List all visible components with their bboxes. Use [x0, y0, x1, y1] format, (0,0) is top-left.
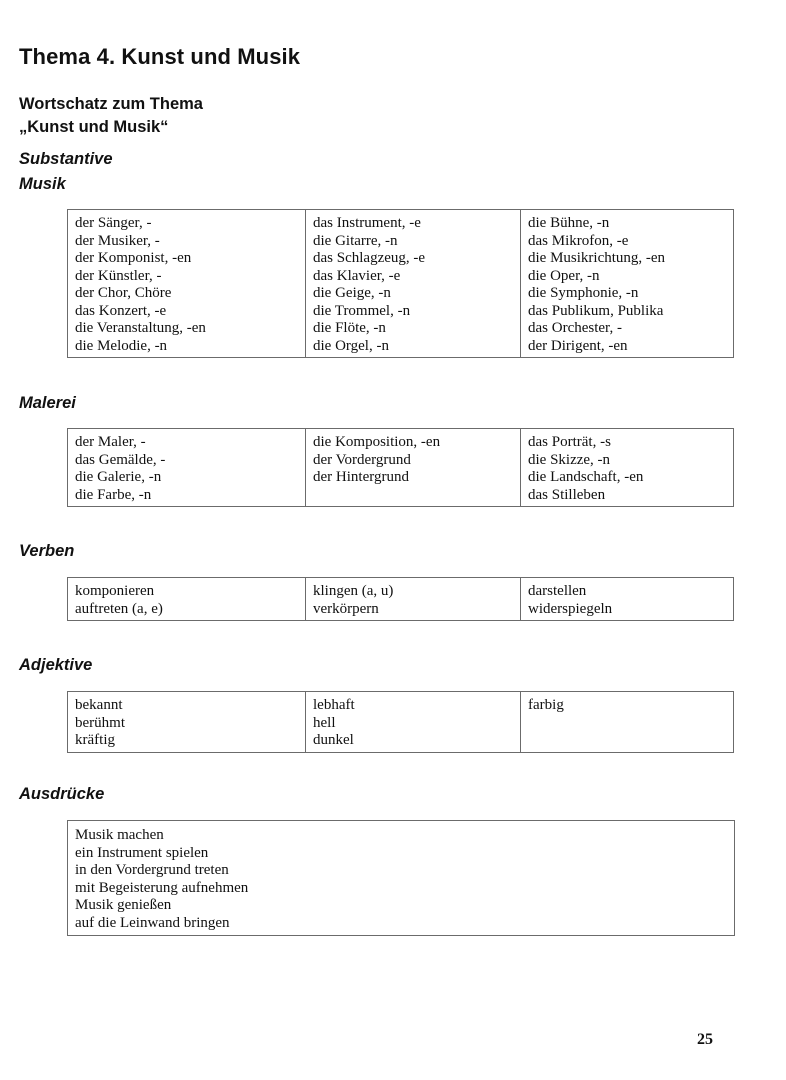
table-row	[68, 692, 734, 753]
vocab-item: hell	[313, 714, 336, 731]
vocab-item: farbig	[528, 697, 564, 713]
vocab-item: widerspiegeln	[528, 600, 613, 617]
vocab-item: die Farbe, -n	[75, 486, 152, 503]
vocab-item: das Instrument, -e	[313, 215, 421, 231]
expression-item: Musik genießen	[75, 897, 172, 913]
vocab-item: das Mikrofon, -e	[528, 232, 629, 249]
vocab-item: klingen (a, u)	[313, 583, 394, 599]
vocab-column-3	[521, 578, 734, 621]
section-heading-verben: Verben	[19, 542, 75, 560]
vocab-item: auftreten (a, e)	[75, 600, 163, 617]
vocab-item: die Oper, -n	[528, 267, 600, 284]
vocab-column-2	[306, 692, 521, 753]
vocab-item: das Konzert, -e	[75, 302, 167, 319]
vocab-item: der Maler, -	[75, 434, 146, 450]
vocab-item: der Sänger, -	[75, 215, 152, 231]
vocab-column-3	[521, 429, 734, 507]
expression-item: auf die Leinwand bringen	[75, 914, 230, 931]
vocab-item: die Geige, -n	[313, 285, 391, 301]
vocab-item: kräftig	[75, 732, 115, 748]
vocab-item: der Vordergrund	[313, 451, 411, 468]
vocab-column-3	[521, 210, 734, 358]
vocab-table-musik	[67, 209, 734, 358]
vocab-item: die Bühne, -n	[528, 215, 610, 231]
vocab-item: das Publikum, Publika	[528, 302, 664, 319]
vocab-item: die Veranstaltung, -en	[75, 320, 206, 336]
expression-item: ein Instrument spielen	[75, 844, 209, 861]
vocab-item: der Chor, Chöre	[75, 285, 172, 301]
vocab-item: die Gitarre, -n	[313, 232, 398, 249]
section-heading-musik: Musik	[19, 175, 66, 193]
page-title: Thema 4. Kunst und Musik	[19, 44, 301, 69]
vocab-item: lebhaft	[313, 697, 355, 713]
vocab-column-2	[306, 210, 521, 358]
expression-item: mit Begeisterung aufnehmen	[75, 879, 249, 896]
vocab-item: die Melodie, -n	[75, 337, 168, 354]
vocabulary-heading	[19, 93, 203, 139]
vocab-item: die Musikrichtung, -en	[528, 250, 666, 266]
vocab-item: der Hintergrund	[313, 469, 409, 485]
vocab-item: das Gemälde, -	[75, 451, 166, 468]
vocab-item: die Trommel, -n	[313, 302, 411, 319]
vocab-item: die Skizze, -n	[528, 451, 611, 468]
vocab-item: komponieren	[75, 583, 155, 599]
vocabulary-heading-line-1: Wortschatz zum Thema	[19, 95, 203, 113]
expression-item: in den Vordergrund treten	[75, 862, 229, 878]
section-heading-adjektive: Adjektive	[19, 656, 93, 674]
vocab-item: der Komponist, -en	[75, 250, 192, 266]
vocab-item: die Orgel, -n	[313, 337, 389, 354]
table-row	[68, 578, 734, 621]
vocab-column-3	[521, 692, 734, 753]
vocab-column-2	[306, 578, 521, 621]
vocab-item: der Dirigent, -en	[528, 337, 628, 354]
vocab-item: bekannt	[75, 697, 123, 713]
vocab-table-malerei	[67, 428, 734, 507]
vocab-item: das Porträt, -s	[528, 434, 611, 450]
vocab-item: die Galerie, -n	[75, 469, 162, 485]
page-number: 25	[697, 1031, 713, 1048]
table-row	[68, 429, 734, 507]
vocab-item: darstellen	[528, 583, 587, 599]
expressions-box	[67, 820, 735, 936]
vocab-item: das Orchester, -	[528, 320, 622, 336]
vocab-item: der Musiker, -	[75, 232, 160, 249]
vocab-table-adjektive	[67, 691, 734, 753]
vocab-item: das Klavier, -e	[313, 267, 401, 284]
vocab-column-1	[68, 429, 306, 507]
table-row	[68, 210, 734, 358]
vocab-column-1	[68, 578, 306, 621]
vocab-item: dunkel	[313, 732, 354, 748]
vocab-column-2	[306, 429, 521, 507]
vocab-item: verkörpern	[313, 600, 379, 617]
vocab-item: berühmt	[75, 714, 125, 731]
section-heading-malerei: Malerei	[19, 394, 76, 412]
vocab-item: die Flöte, -n	[313, 320, 386, 336]
section-heading-ausdruecke: Ausdrücke	[19, 785, 105, 803]
vocab-item: das Stilleben	[528, 486, 606, 503]
vocabulary-heading-line-2: „Kunst und Musik“	[19, 118, 169, 136]
section-heading-substantive: Substantive	[19, 150, 113, 168]
vocab-item: das Schlagzeug, -e	[313, 250, 426, 266]
vocab-column-1	[68, 210, 306, 358]
vocab-item: die Symphonie, -n	[528, 285, 639, 301]
vocab-column-1	[68, 692, 306, 753]
vocab-item: der Künstler, -	[75, 267, 162, 284]
expression-item: Musik machen	[75, 827, 164, 843]
vocab-item: die Landschaft, -en	[528, 469, 644, 485]
vocab-table-verben	[67, 577, 734, 621]
vocab-item: die Komposition, -en	[313, 434, 441, 450]
